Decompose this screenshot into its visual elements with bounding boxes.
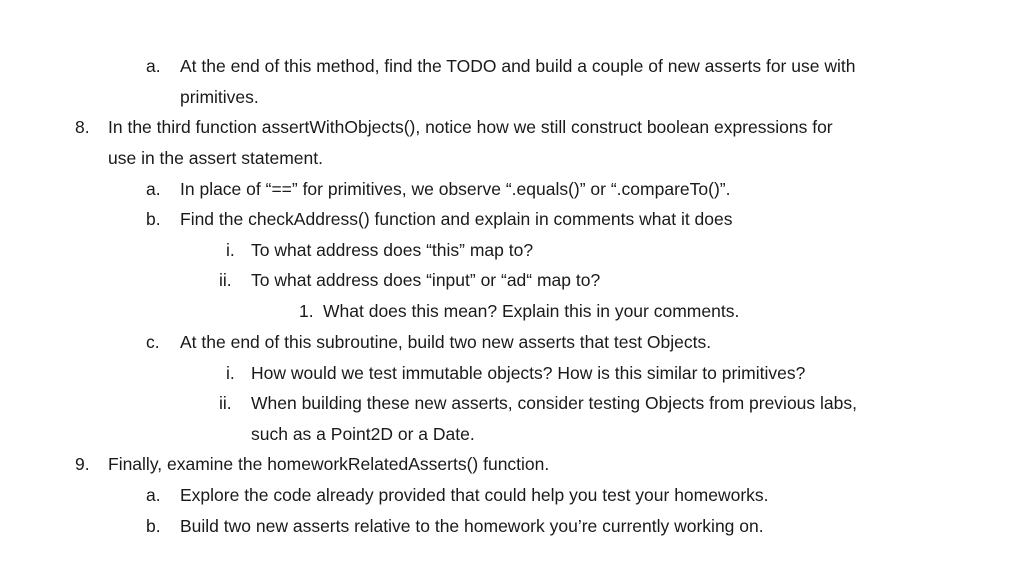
list-marker: b. [146, 516, 161, 536]
list-item-text: Explore the code already provided that could help you test your homeworks. [180, 485, 769, 505]
list-marker: i. [226, 240, 235, 260]
list-item-text: How would we test immutable objects? How is this similar to primitives? [251, 363, 806, 383]
list-marker: a. [146, 56, 161, 76]
list-item-text: To what address does “this” map to? [251, 240, 534, 260]
list-item-text: Finally, examine the homeworkRelatedAsserts() function. [108, 454, 550, 474]
list-item-text: What does this mean? Explain this in your comments. [323, 301, 740, 321]
list-item-text: When building these new asserts, consider testing Objects from previous labs, [251, 393, 857, 413]
list-item-text: To what address does “input” or “ad“ map to? [251, 270, 601, 290]
list-marker: a. [146, 179, 161, 199]
list-item-text-continued: primitives. [180, 87, 259, 107]
list-item-text: In the third function assertWithObjects(), notice how we still construct boolean expressions for [108, 117, 833, 137]
list-marker: ii. [219, 270, 232, 290]
list-item-text: Find the checkAddress() function and explain in comments what it does [180, 209, 733, 229]
list-item-text: Build two new asserts relative to the homework you’re currently working on. [180, 516, 764, 536]
list-marker: a. [146, 485, 161, 505]
list-marker: b. [146, 209, 161, 229]
list-item-text: At the end of this subroutine, build two new asserts that test Objects. [180, 332, 712, 352]
list-item-text-continued: such as a Point2D or a Date. [251, 424, 475, 444]
list-marker: ii. [219, 393, 232, 413]
list-marker: 8. [75, 117, 90, 137]
list-item-text: In place of “==” for primitives, we observe “.equals()” or “.compareTo()”. [180, 179, 731, 199]
list-marker: 1. [299, 301, 314, 321]
list-item-text: At the end of this method, find the TODO and build a couple of new asserts for use with [180, 56, 856, 76]
list-marker: i. [226, 363, 235, 383]
list-marker: c. [146, 332, 160, 352]
list-marker: 9. [75, 454, 90, 474]
list-item-text-continued: use in the assert statement. [108, 148, 323, 168]
